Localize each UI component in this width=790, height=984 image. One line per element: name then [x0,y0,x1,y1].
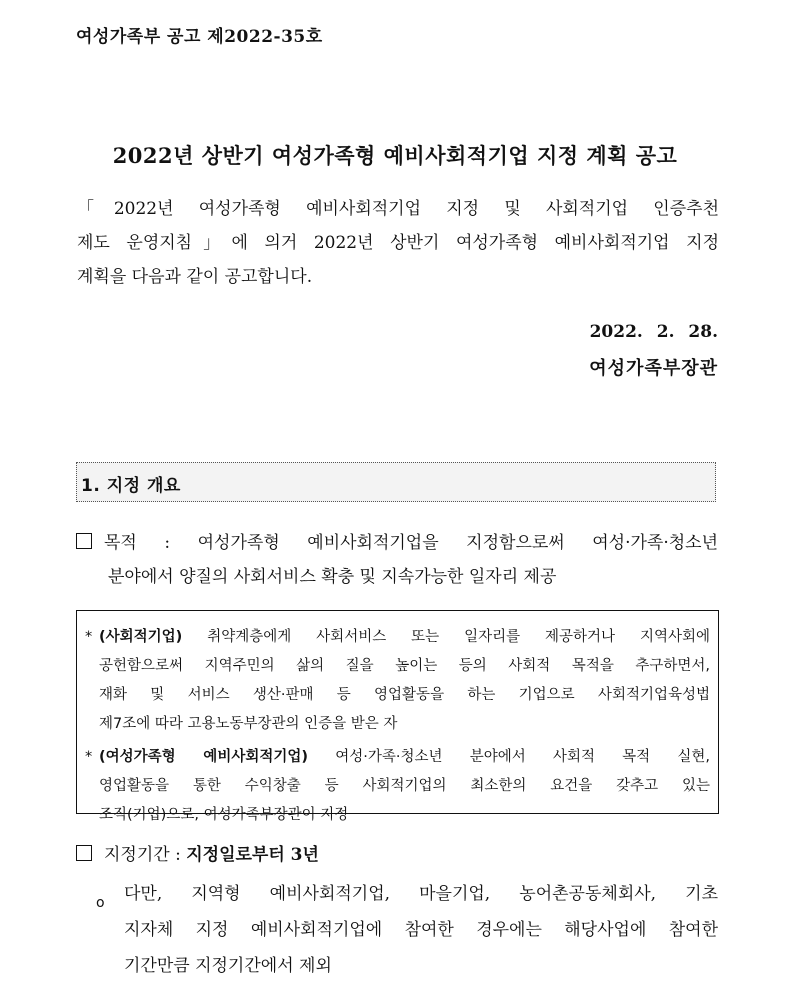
section-heading: 1. 지정 개요 [76,462,716,502]
exception-line: 지자체 지정 예비사회적기업에 참여한 경우에는 해당사업에 참여한 [124,920,718,940]
note-term: (사회적기업) [99,629,183,645]
note-line: 영업활동을 통한 수익창출 등 사회적기업의 최소한의 요건을 갖추고 있는 [99,778,710,794]
exception-line: 기간만큼 지정기간에서 제외 [124,956,332,976]
intro-paragraph [77,192,719,294]
note-line: 공헌함으로써 지역주민의 삶의 질을 높이는 등의 사회적 목적을 추구하면서, [99,658,710,674]
asterisk: * [85,629,93,645]
checkbox-square-icon [76,845,92,861]
checkbox-square-icon [76,533,92,549]
purpose-line: 목적 : 여성가족형 예비사회적기업을 지정함으로써 여성·가족·청소년 [104,533,718,553]
designation-period [76,840,319,865]
asterisk: * [85,749,93,765]
notice-number: 여성가족부 공고 제2022-35호 [76,27,323,47]
document-title: 2022년 상반기 여성가족형 예비사회적기업 지정 계획 공고 [112,143,678,168]
intro-line: 계획을 다음과 같이 공고합니다. [77,267,313,287]
period-label: 지정기간 : [104,845,187,865]
intro-line: 제도 운영지침」에 의거 2022년 상반기 여성가족형 예비사회적기업 지정 [77,233,719,253]
note-line: 조직(기업)으로, 여성가족부장관이 지정 [99,807,349,823]
note-line: 제7조에 따라 고용노동부장관의 인증을 받은 자 [99,716,398,732]
note-term: (여성가족형 예비사회적기업) [99,749,308,765]
exception-item [96,876,718,984]
note-line: 취약계층에게 사회서비스 또는 일자리를 제공하거나 지역사회에 [207,629,711,645]
issuer-name: 여성가족부장관 [589,358,718,379]
definition-note [85,743,710,830]
definition-note [85,623,710,739]
period-value: 지정일로부터 3년 [186,845,319,865]
purpose-line: 분야에서 양질의 사회서비스 확충 및 지속가능한 일자리 제공 [108,567,557,587]
bullet-circle: o [96,895,105,911]
purpose-item [76,526,718,594]
note-line: 재화 및 서비스 생산·판매 등 영업활동을 하는 기업으로 사회적기업육성법 [99,687,710,703]
intro-line: 「2022년 여성가족형 예비사회적기업 지정 및 사회적기업 인증추천 [77,199,719,219]
note-line: 여성·가족·청소년 분야에서 사회적 목적 실현, [335,749,711,765]
exception-line: 다만, 지역형 예비사회적기업, 마을기업, 농어촌공동체회사, 기초 [124,884,718,904]
notice-date: 2022. 2. 28. [589,322,718,342]
definition-note-box [76,610,719,823]
